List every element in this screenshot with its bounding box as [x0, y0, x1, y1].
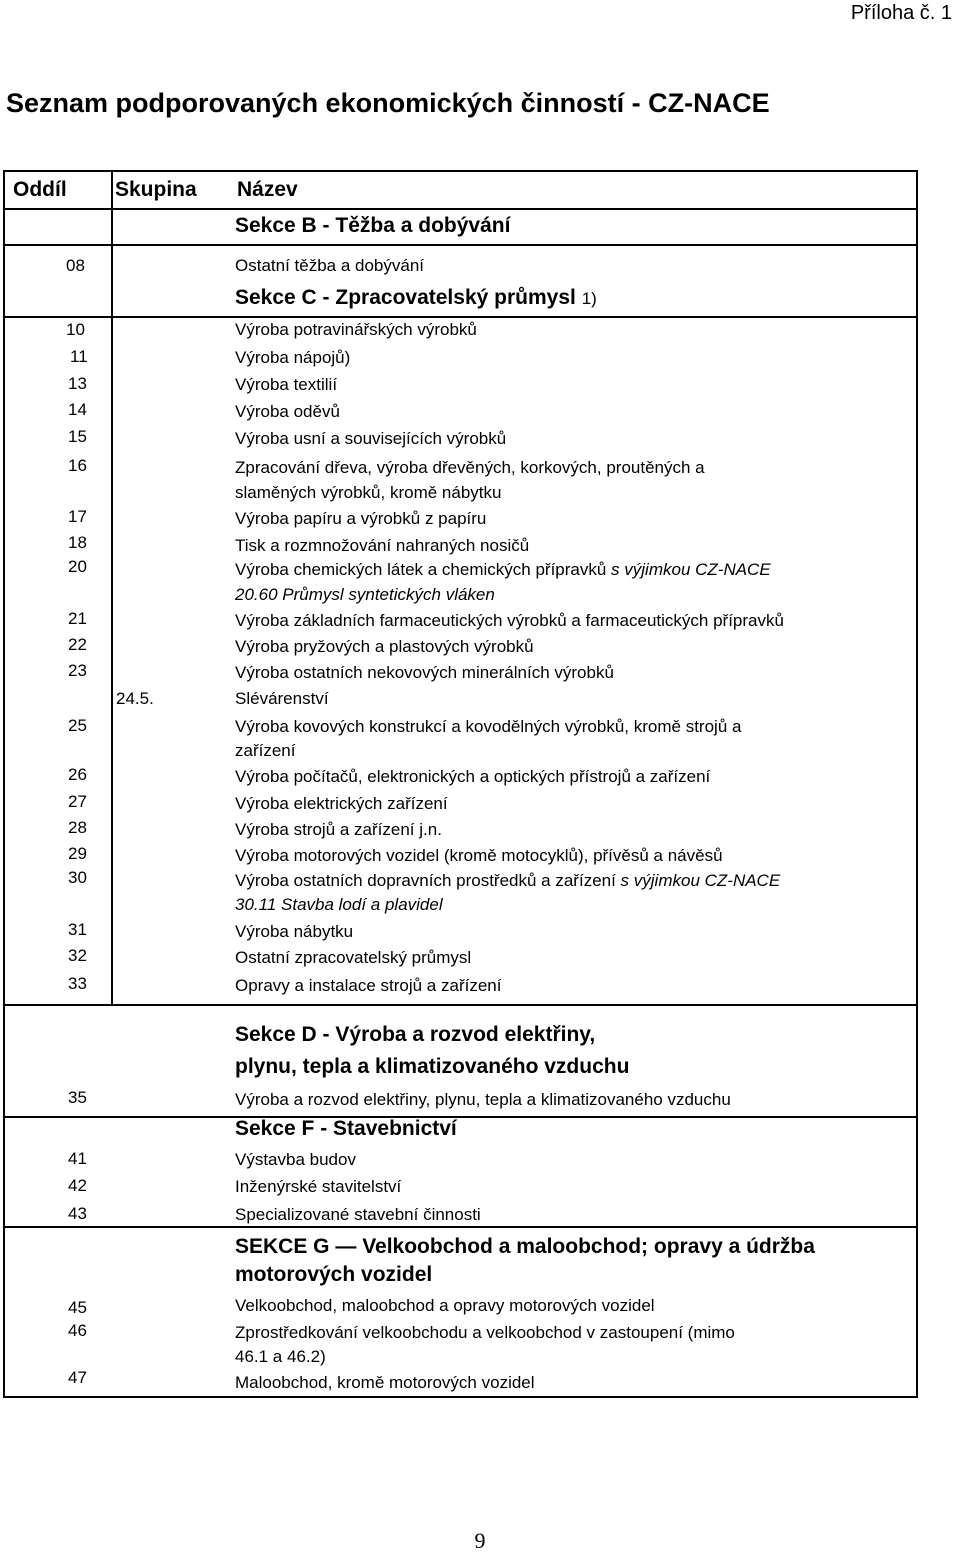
row-name: [235, 560, 771, 580]
row-code: 21: [68, 609, 87, 628]
row-name: Výroba usní a souvisejících výrobků: [235, 429, 507, 448]
row-name: Velkoobchod, maloobchod a opravy motorových vozidel: [235, 1296, 655, 1315]
row-name: Zprostředkování velkoobchodu a velkoobchod v zastoupení (mimo: [235, 1323, 735, 1342]
section-d-title: Sekce D - Výroba a rozvod elektřiny,: [235, 1023, 596, 1046]
row-name: Výroba nápojů): [235, 348, 351, 367]
section-b-rule: [5, 244, 916, 246]
row-code: 11: [70, 347, 88, 366]
row-name: Výroba textilií: [235, 375, 338, 394]
row-group: 24.5.: [116, 689, 154, 708]
row-name: Výroba nábytku: [235, 922, 354, 941]
row-code: 47: [68, 1368, 87, 1387]
section-c-text: Sekce C - Zpracovatelský průmysl: [235, 286, 576, 309]
page-title: Seznam podporovaných ekonomických činností - CZ-NACE: [6, 88, 770, 118]
row-name-text: Výroba ostatních dopravních prostředků a zařízení: [235, 871, 621, 890]
row-name: Výstavba budov: [235, 1150, 356, 1169]
row-code: 46: [68, 1321, 87, 1340]
row-name: Specializované stavební činnosti: [235, 1205, 481, 1224]
row-name-exception: s výjimkou CZ-NACE: [611, 560, 771, 579]
section-c-rule: [5, 316, 916, 318]
row-code: 45: [68, 1298, 87, 1317]
row-name: Ostatní těžba a dobývání: [235, 256, 425, 275]
row-code: 15: [68, 427, 87, 446]
row-code: 23: [68, 661, 87, 680]
row-code: 27: [68, 792, 87, 811]
row-name: Výroba kovových konstrukcí a kovodělných výrobků, kromě strojů a: [235, 717, 742, 736]
row-code: 18: [68, 533, 87, 552]
row-name: Tisk a rozmnožování nahraných nosičů: [235, 536, 530, 555]
row-name-text: Výroba chemických látek a chemických přípravků: [235, 560, 612, 579]
row-code: 31: [68, 920, 87, 939]
row-name: Zpracování dřeva, výroba dřevěných, korkových, proutěných a: [235, 458, 705, 477]
row-name-cont: 46.1 a 46.2): [235, 1347, 326, 1366]
row-name-cont: 20.60 Průmysl syntetických vláken: [235, 585, 495, 604]
row-name-exception: s výjimkou CZ-NACE: [620, 871, 781, 890]
section-d-title-cont: plynu, tepla a klimatizovaného vzduchu: [235, 1055, 630, 1078]
row-name: [235, 871, 780, 891]
section-d-rule: [5, 1004, 916, 1006]
row-name-cont: zařízení: [235, 741, 296, 760]
row-code: 35: [68, 1088, 87, 1107]
row-code: 43: [68, 1204, 87, 1223]
section-b-title: Sekce B - Těžba a dobývání: [235, 214, 511, 237]
row-code: 10: [66, 320, 85, 339]
row-name: Výroba ostatních nekovových minerálních výrobků: [235, 663, 614, 682]
row-code: 41: [68, 1149, 87, 1168]
row-code: 33: [68, 974, 87, 993]
section-g-title: SEKCE G — Velkoobchod a maloobchod; opravy a údržba: [235, 1235, 815, 1258]
footnote-ref: 1): [581, 289, 597, 308]
header-skupina: Skupina: [115, 178, 197, 201]
row-name: Výroba elektrických zařízení: [235, 794, 448, 813]
section-f-title: Sekce F - Stavebnictví: [235, 1117, 457, 1140]
row-code: 28: [68, 818, 87, 837]
row-name: Slévárenství: [235, 689, 329, 708]
row-code: 30: [68, 868, 87, 887]
row-code: 17: [68, 507, 87, 526]
row-name: Výroba oděvů: [235, 402, 340, 421]
row-name: Výroba počítačů, elektronických a optických přístrojů a zařízení: [235, 767, 711, 786]
row-code: 42: [68, 1176, 87, 1195]
row-name-cont: slaměných výrobků, kromě nábytku: [235, 483, 502, 502]
row-name-cont: 30.11 Stavba lodí a plavidel: [235, 895, 443, 914]
row-name: Ostatní zpracovatelský průmysl: [235, 948, 472, 967]
row-code: 32: [68, 946, 87, 965]
row-name: Výroba strojů a zařízení j.n.: [235, 820, 442, 839]
header-nazev: Název: [237, 178, 298, 201]
row-code: 22: [68, 635, 87, 654]
row-name: Výroba motorových vozidel (kromě motocyklů), přívěsů a návěsů: [235, 846, 723, 865]
row-name: Výroba potravinářských výrobků: [235, 320, 477, 339]
header-rule: [5, 208, 916, 210]
row-code: 16: [68, 456, 87, 475]
row-code: 13: [68, 374, 87, 393]
row-code: 26: [68, 765, 87, 784]
section-f-rule: [5, 1116, 916, 1118]
row-name: Opravy a instalace strojů a zařízení: [235, 976, 502, 995]
row-code: 20: [68, 557, 87, 576]
row-name: Inženýrské stavitelství: [235, 1177, 402, 1196]
row-code: 29: [68, 844, 87, 863]
row-code: 08: [66, 256, 85, 275]
section-c-title: [235, 286, 597, 310]
section-g-rule: [5, 1226, 916, 1228]
header-oddil: Oddíl: [13, 178, 67, 201]
section-g-title-cont: motorových vozidel: [235, 1263, 433, 1286]
row-name: Výroba a rozvod elektřiny, plynu, tepla a klimatizovaného vzduchu: [235, 1090, 731, 1109]
row-name: Maloobchod, kromě motorových vozidel: [235, 1373, 535, 1392]
row-name: Výroba papíru a výrobků z papíru: [235, 509, 487, 528]
row-name: Výroba základních farmaceutických výrobků a farmaceutických přípravků: [235, 611, 784, 630]
annex-label: Příloha č. 1: [850, 2, 952, 24]
row-code: 25: [68, 716, 87, 735]
column-divider: [111, 172, 113, 1004]
row-code: 14: [68, 400, 87, 419]
page-number: 9: [474, 1528, 486, 1553]
row-name: Výroba pryžových a plastových výrobků: [235, 637, 534, 656]
